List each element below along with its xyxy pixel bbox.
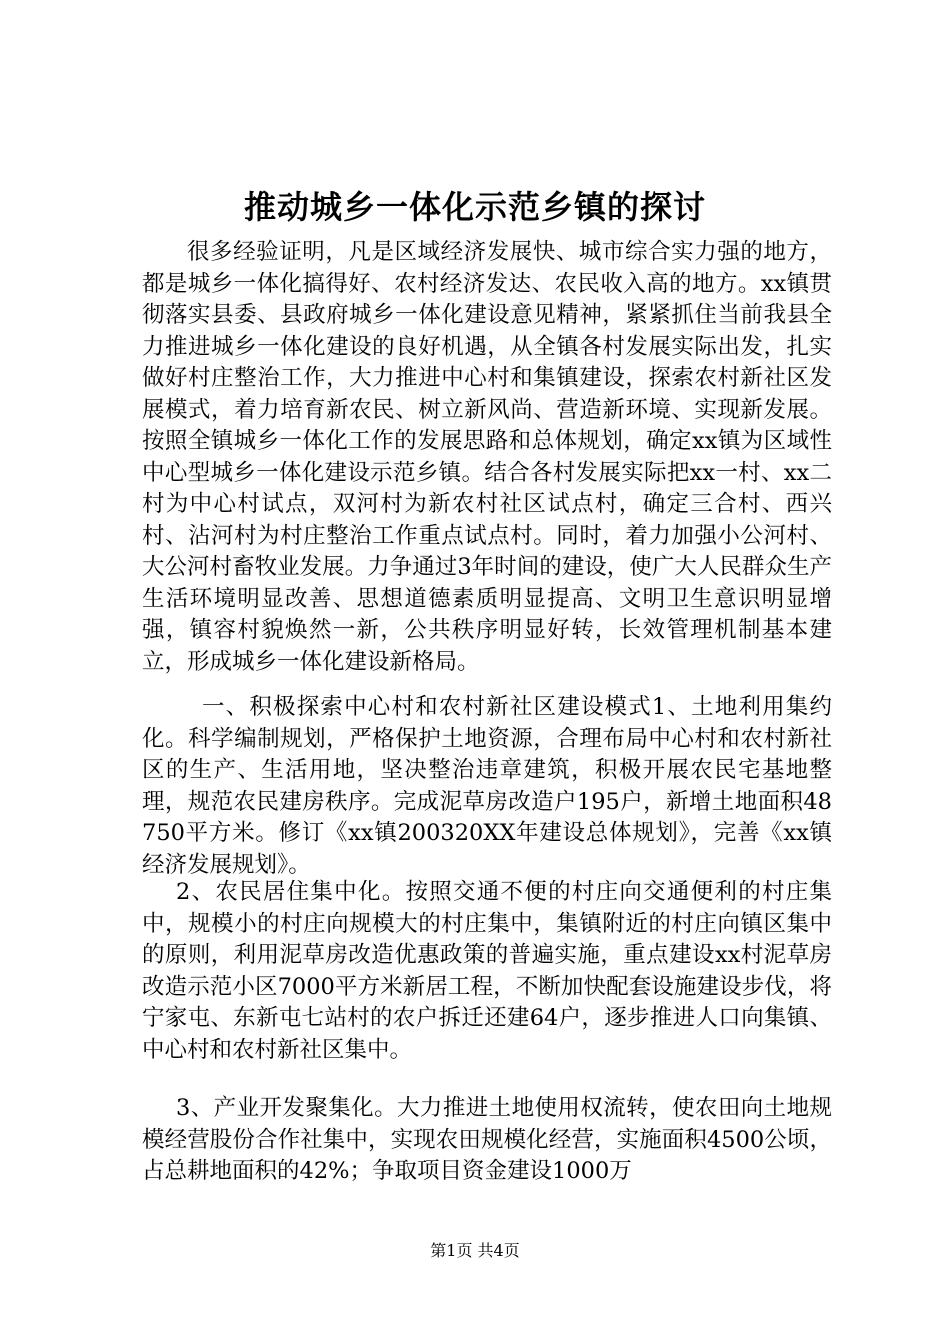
paragraph-item-three: 3、产业开发聚集化。大力推进土地使用权流转，使农田向土地规模经营股份合作社集中，实现农田规模化经营，实施面积4500公顷，占总耕地面积的42%；争取项目资金建设1000万 <box>142 1095 832 1184</box>
paragraph-item-two: 2、农民居住集中化。按照交通不便的村庄向交通便利的村庄集中，规模小的村庄向规模大的村庄集中，集镇附近的村庄向镇区集中的原则，利用泥草房改造优惠政策的普遍实施，重点建设xx村泥草房改造示范小区7000平方米新居工程，不断加快配套设施建设步伐，将宁家屯、东新屯七站村的农户拆迁还建64户，逐步推进人口向集镇、中心村和农村新社区集中。 <box>142 879 832 1063</box>
page-footer: 第1页 共4页 <box>430 1241 520 1260</box>
document-title: 推动城乡一体化示范乡镇的探讨 <box>243 188 706 226</box>
paragraph-section-one: 一、积极探索中心村和农村新社区建设模式1、土地利用集约化。科学编制规划，严格保护土地资源，合理布局中心村和农村新社区的生产、生活用地，坚决整治违章建筑，积极开展农民宅基地整理，规范农民建房秩序。完成泥草房改造户195户，新增土地面积48750平方米。修订《xx镇200320XX年建设总体规划》，完善《xx镇经济发展规划》。 <box>142 694 832 878</box>
paragraph-intro: 很多经验证明，凡是区域经济发展快、城市综合实力强的地方，都是城乡一体化搞得好、农村经济发达、农民收入高的地方。xx镇贯彻落实县委、县政府城乡一体化建设意见精神，紧紧抓住当前我县全力推进城乡一体化建设的良好机遇，从全镇各村发展实际出发，扎实做好村庄整治工作，大力推进中心村和集镇建设，探索农村新社区发展模式，着力培育新农民、树立新风尚、营造新环境、实现新发展。按照全镇城乡一体化工作的发展思路和总体规划，确定xx镇为区域性中心型城乡一体化建设示范乡镇。结合各村发展实际把xx一村、xx二村为中心村试点，双河村为新农村社区试点村，确定三合村、西兴村、沾河村为村庄整治工作重点试点村。同时，着力加强小公河村、大公河村畜牧业发展。力争通过3年时间的建设，使广大人民群众生产生活环境明显改善、思想道德素质明显提高、文明卫生意识明显增强，镇容村貌焕然一新，公共秩序明显好转，长效管理机制基本建立，形成城乡一体化建设新格局。 <box>142 239 832 675</box>
